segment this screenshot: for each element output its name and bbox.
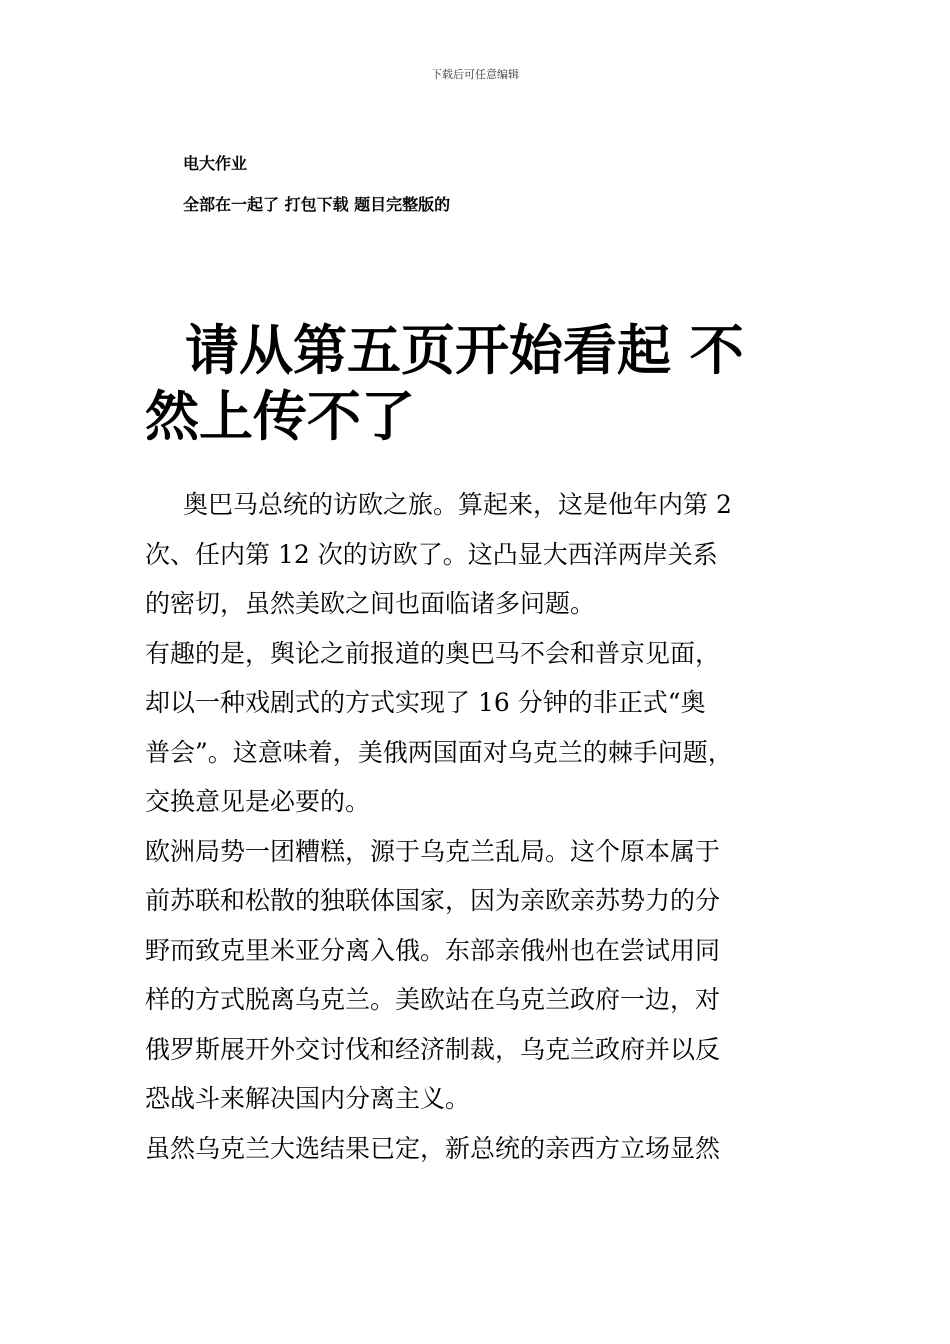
body-line: 次、任内第 12 次的访欧了。这凸显大西洋两岸关系 — [145, 539, 718, 569]
body-line: 欧洲局势一团糟糕，源于乌克兰乱局。这个原本属于 — [145, 836, 721, 866]
body-line: 有趣的是，舆论之前报道的奥巴马不会和普京见面， — [145, 638, 721, 668]
title-line-1-text: 请从第五页开始看起 不 — [185, 319, 744, 382]
body-line: 俄罗斯展开外交讨伐和经济制裁，乌克兰政府并以反 — [145, 1034, 721, 1064]
body-line: 的密切，虽然美欧之间也面临诸多问题。 — [145, 589, 596, 618]
title-line-1 — [145, 318, 825, 384]
label-download-note: 全部在一起了 打包下载 题目完整版的 — [183, 195, 451, 214]
body-line: 普会”。这意味着，美俄两国面对乌克兰的棘手问题， — [145, 737, 733, 767]
body-line: 虽然乌克兰大选结果已定，新总统的亲西方立场显然 — [145, 1133, 721, 1163]
header-note: 下载后可任意编辑 — [431, 68, 519, 81]
body-line: 野而致克里米亚分离入俄。东部亲俄州也在尝试用同 — [145, 935, 721, 965]
body-text — [145, 480, 825, 1173]
body-line: 样的方式脱离乌克兰。美欧站在乌克兰政府一边，对 — [145, 985, 721, 1014]
page-title — [145, 318, 825, 450]
body-line: 却以一种戏剧式的方式实现了 16 分钟的非正式“奥 — [145, 688, 706, 717]
title-line-2: 然上传不了 — [145, 385, 415, 448]
body-line: 前苏联和松散的独联体国家，因为亲欧亲苏势力的分 — [145, 886, 721, 915]
body-line: 奥巴马总统的访欧之旅。算起来，这是他年内第 2 — [183, 490, 732, 519]
label-course: 电大作业 — [183, 154, 248, 173]
body-line: 交换意见是必要的。 — [145, 787, 371, 816]
body-line: 恐战斗来解决国内分离主义。 — [145, 1084, 471, 1113]
